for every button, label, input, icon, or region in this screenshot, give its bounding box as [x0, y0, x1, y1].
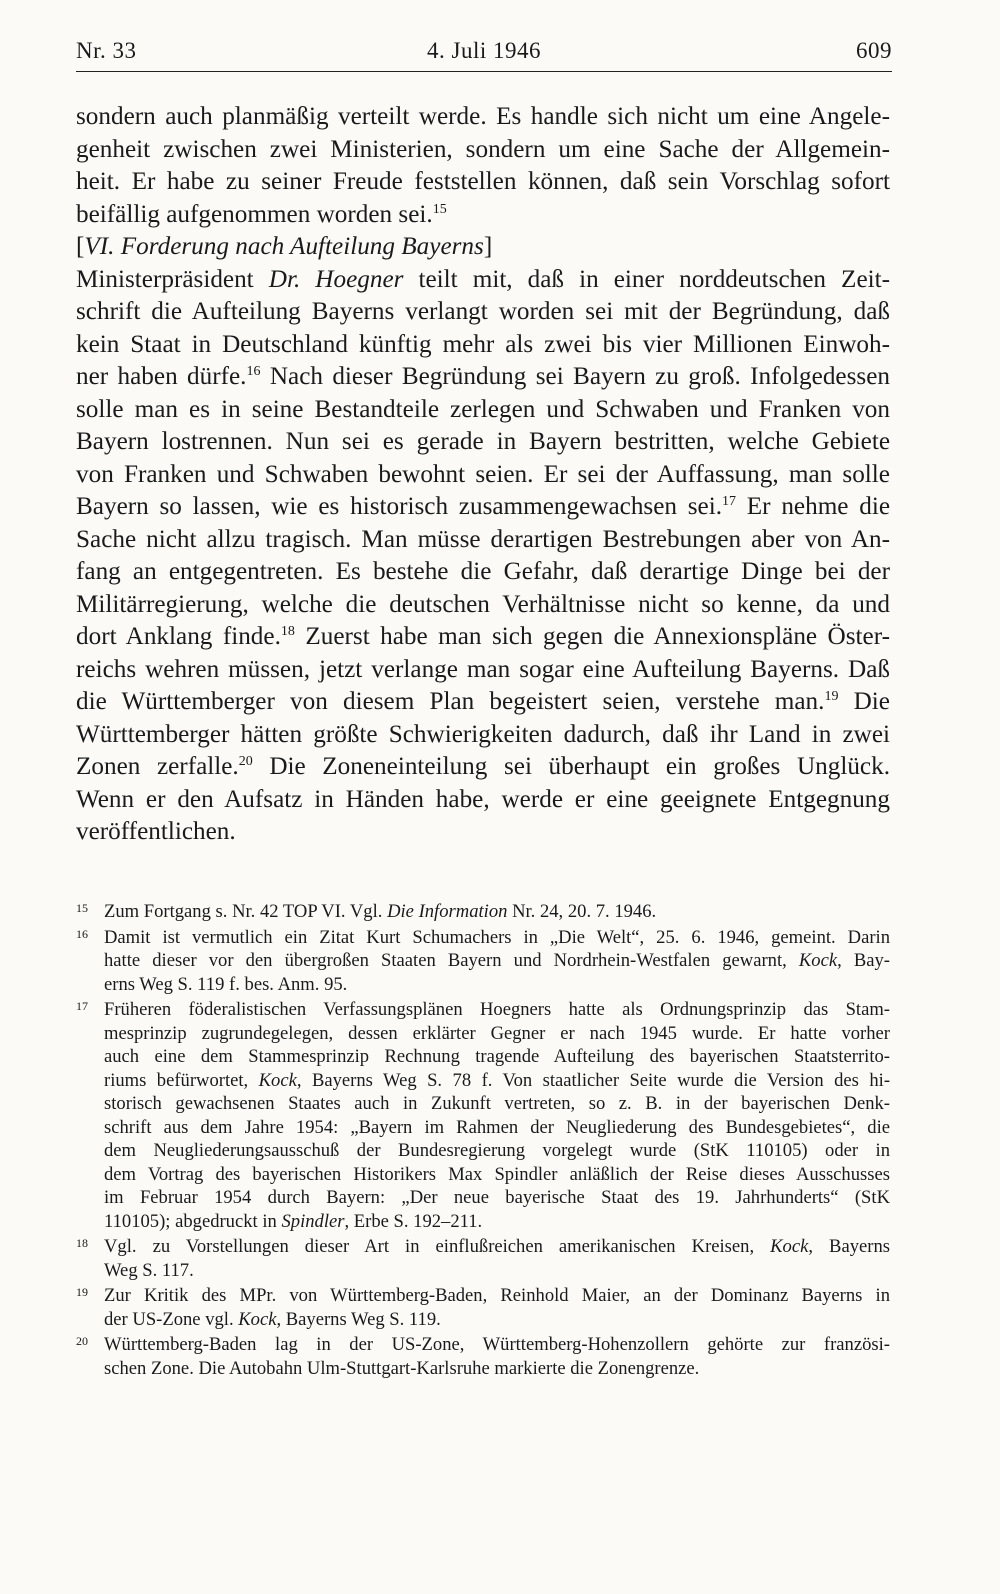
- text-line: kein Staat in Deutschland künftig mehr als zwei bis vier Millionen Einwoh-: [76, 330, 890, 358]
- header-rule: [76, 71, 892, 72]
- header-date: 4. Juli 1946: [427, 38, 541, 63]
- footnote-number: 20: [76, 1334, 88, 1348]
- footnote-line: schen Zone. Die Autobahn Ulm-Stuttgart-Karlsruhe markierte die Zonengrenze.: [104, 1357, 700, 1379]
- paragraph-continuation: [76, 101, 890, 231]
- footnote-number: 15: [76, 901, 88, 915]
- text-line: Militärregierung, welche die deutschen Verhältnisse nicht so kenne, da und: [76, 590, 890, 618]
- footnote-number: 17: [76, 999, 88, 1013]
- text-line: fang an entgegentreten. Es bestehe die Gefahr, daß derartige Dinge bei der: [76, 558, 890, 585]
- footnote-20: [76, 1333, 890, 1380]
- text-line: Bayern so lassen, wie es historisch zusammengewachsen sei.$^{17}$ Er nehme die: [76, 493, 890, 520]
- text-line: veröffentlichen.: [76, 818, 236, 845]
- footnote-line: Früheren föderalistischen Verfassungsplänen Hoegners hatte als Ordnungsprinzip das Stam-: [104, 999, 890, 1020]
- issue-number: Nr. 33: [76, 38, 137, 63]
- footnote-line: mesprinzip zugrundegelegen, dessen erklärter Gegner er nach 1945 wurde. Er hatte vorher: [104, 1022, 890, 1044]
- text-line: beifällig aufgenommen worden sei.$^{15}$: [76, 200, 447, 228]
- footnote-ref: 18: [280, 624, 295, 639]
- footnote-number: 18: [76, 1236, 88, 1250]
- text-line: die Württemberger von diesem Plan begeistert seien, verstehe man.$^{19}$ Die: [76, 688, 890, 715]
- text-line: dort Anklang finde.$^{18}$ Zuerst habe man sich gegen die Annexionspläne Öster-: [76, 623, 890, 650]
- text-line: Wenn er den Aufsatz in Händen habe, werde er eine geeignete Entgegnung: [76, 785, 890, 813]
- footnote-line: Zur Kritik des MPr. von Württemberg-Baden, Reinhold Maier, an der Dominanz Bayerns in: [104, 1285, 890, 1306]
- footnote-line: Württemberg-Baden lag in der US-Zone, Württemberg-Hohenzollern gehörte zur französi-: [104, 1334, 890, 1355]
- footnote-ref: 20: [238, 754, 253, 769]
- footnote-line: Weg S. 117.: [104, 1259, 194, 1281]
- page-number: 609: [856, 38, 892, 63]
- text-line: reichs wehren müssen, jetzt verlange man sogar eine Aufteilung Bayerns. Daß: [76, 655, 890, 683]
- footnote-line: Damit ist vermutlich ein Zitat Kurt Schumachers in „Die Welt“, 25. 6. 1946, gemeint. Darin: [104, 926, 890, 948]
- section-heading-text: VI. Forderung nach Aufteilung Bayerns: [84, 233, 484, 260]
- footnote-line: der US-Zone vgl. Kock, Bayerns Weg S. 119.: [104, 1308, 441, 1330]
- footnote-line: dem Vortrag des bayerischen Historikers Max Spindler anläßlich der Reise dieses Ausschusses: [104, 1163, 890, 1185]
- footnote-line: storisch gewachsenen Staates auch in Zukunft vertreten, so z. B. in der bayerischen Denk-: [104, 1093, 890, 1114]
- text-line: Württemberger hätten größte Schwierigkeiten dadurch, daß ihr Land in zwei: [76, 720, 890, 748]
- paragraph: [76, 264, 890, 849]
- text-line: Zonen zerfalle.$^{20}$ Die Zoneneinteilung sei überhaupt ein großes Unglück.: [76, 753, 890, 780]
- footnote-18: [76, 1235, 890, 1282]
- footnote-ref: 16: [246, 364, 261, 379]
- footnote-line: schrift aus dem Jahre 1954: „Bayern im Rahmen der Neugliederung des Bundesgebietes“, die: [104, 1116, 890, 1138]
- text-line: Ministerpräsident Dr. Hoegner teilt mit, daß in einer norddeutschen Zeit-: [76, 265, 891, 293]
- footnote-number: 16: [76, 926, 88, 941]
- text-line: schrift die Aufteilung Bayerns verlangt worden sei mit der Begründung, daß: [76, 298, 890, 325]
- footnote-line: Vgl. zu Vorstellungen dieser Art in einflußreichen amerikanischen Kreisen, Kock, Bayerns: [104, 1236, 890, 1257]
- footnote-line: im Februar 1954 durch Bayern: „Der neue bayerische Staat des 19. Jahrhunderts“ (StK: [104, 1187, 890, 1208]
- text-line: heit. Er habe zu seiner Freude feststellen können, daß sein Vorschlag sofort: [76, 168, 890, 195]
- footnote-line: dem Neugliederungsausschuß der Bundesregierung vorgelegt wurde (StK 110105) oder in: [104, 1140, 890, 1161]
- running-header: [76, 32, 892, 72]
- footnote-15: [76, 900, 890, 924]
- text-line: sondern auch planmäßig verteilt werde. Es handle sich nicht um eine Angele-: [76, 103, 890, 130]
- section-heading: [VI. Forderung nach Aufteilung Bayerns]: [76, 233, 493, 260]
- person-name: Dr. Hoegner: [268, 265, 404, 293]
- footnote-line: erns Weg S. 119 f. bes. Anm. 95.: [104, 973, 348, 995]
- footnote-ref: 15: [432, 201, 447, 217]
- text-line: genheit zwischen zwei Ministerien, sondern um eine Sache der Allgemein-: [76, 135, 890, 163]
- footnote-19: [76, 1284, 890, 1331]
- book-page: [76, 0, 896, 1594]
- footnote-line: auch eine dem Stammesprinzip Rechnung tragende Aufteilung des bayerischen Staatsterrito-: [104, 1046, 890, 1067]
- footnote-number: 19: [76, 1285, 88, 1299]
- footnote-ref: 19: [824, 689, 839, 704]
- footnotes: [76, 900, 890, 1382]
- text-line: solle man es in seine Bestandteile zerlegen und Schwaben und Franken von: [76, 395, 890, 423]
- footnote-line: Zum Fortgang s. Nr. 42 TOP VI. Vgl. Die Information Nr. 24, 20. 7. 1946.: [104, 901, 657, 922]
- footnote-ref: 17: [722, 494, 737, 509]
- footnote-line: 110105); abgedruckt in Spindler, Erbe S. 192–211.: [104, 1210, 483, 1232]
- text-line: ner haben dürfe.$^{16}$ Nach dieser Begründung sei Bayern zu groß. Infolgedessen: [76, 363, 890, 390]
- footnote-line: hatte dieser vor den übergroßen Staaten Bayern und Nordrhein-Westfalen gewarnt, Kock, Bay-: [104, 950, 890, 971]
- footnote-17: [76, 998, 890, 1233]
- text-line: von Franken und Schwaben bewohnt seien. Er sei der Auffassung, man solle: [76, 460, 890, 488]
- main-text: [76, 101, 890, 849]
- text-line: Bayern lostrennen. Nun sei es gerade in Bayern bestritten, welche Gebiete: [76, 428, 890, 455]
- footnote-16: [76, 926, 890, 997]
- text-line: Sache nicht allzu tragisch. Man müsse derartigen Bestrebungen aber von An-: [76, 525, 890, 553]
- footnote-line: riums befürwortet, Kock, Bayerns Weg S. 78 f. Von staatlicher Seite wurde die Version des hi-: [104, 1069, 891, 1091]
